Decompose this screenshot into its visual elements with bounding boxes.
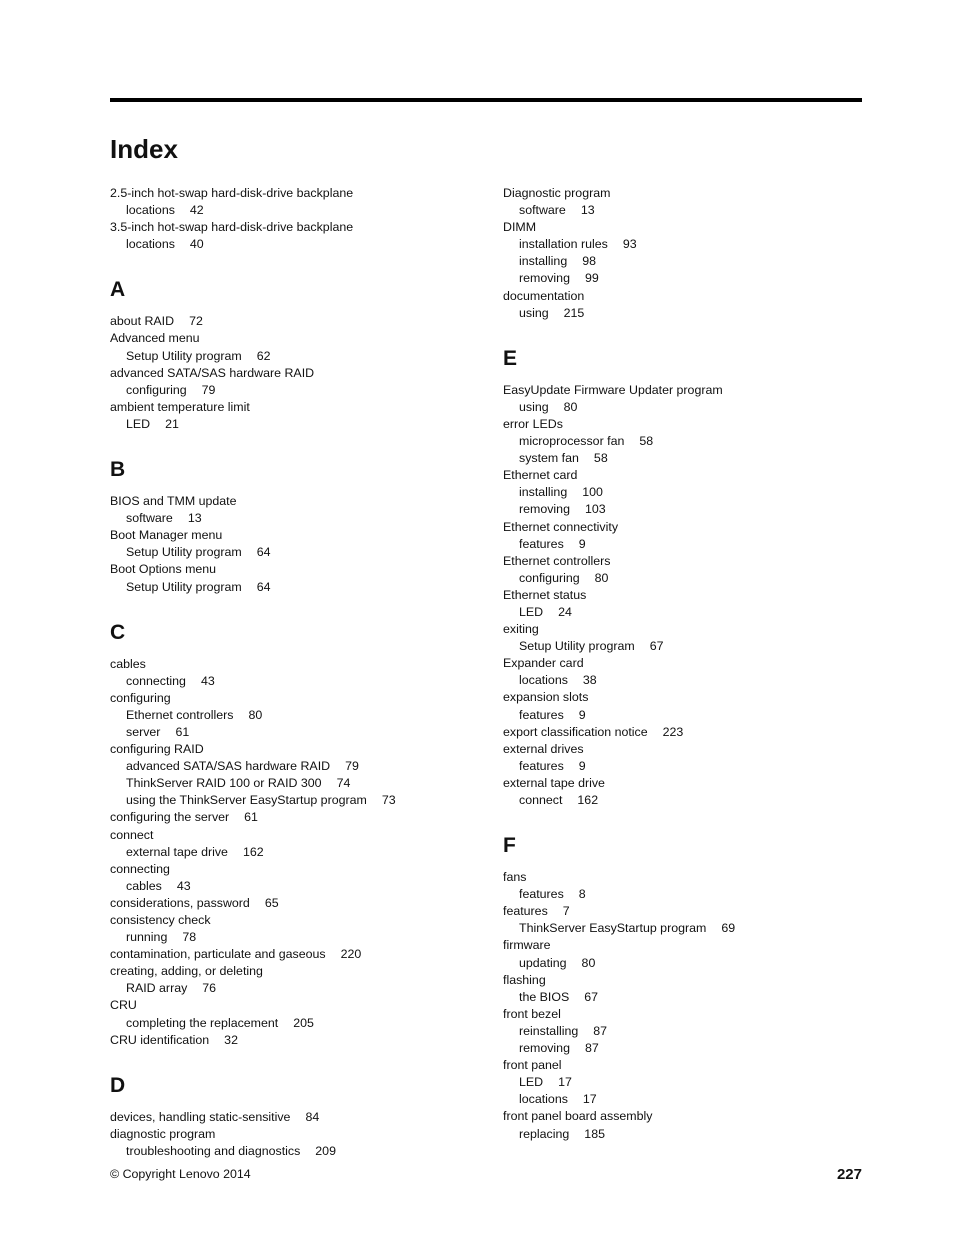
index-page-ref[interactable]: 24	[558, 604, 572, 619]
index-term: Setup Utility program	[126, 579, 242, 594]
index-subentry	[110, 202, 470, 219]
index-entry	[110, 997, 470, 1014]
index-entry	[110, 895, 470, 912]
index-page-ref[interactable]: 42	[189, 203, 204, 218]
index-term: Ethernet card	[503, 468, 578, 483]
index-page-ref[interactable]: 8	[578, 887, 586, 902]
index-page-ref[interactable]: 162	[577, 793, 599, 807]
index-term: fans	[503, 870, 527, 885]
index-term: Expander card	[503, 656, 584, 671]
index-page-ref[interactable]: 209	[315, 1143, 336, 1158]
index-term: running	[126, 930, 168, 945]
index-entry	[503, 553, 863, 570]
index-subentry	[110, 775, 470, 792]
index-term: EasyUpdate Firmware Updater program	[503, 382, 723, 397]
index-entry	[503, 903, 863, 920]
index-entry	[503, 775, 863, 792]
index-term: Advanced menu	[110, 331, 200, 346]
index-term: expansion slots	[503, 690, 589, 705]
index-term: ThinkServer EasyStartup program	[519, 921, 707, 936]
index-term: cables	[126, 878, 162, 893]
index-page-ref[interactable]: 9	[578, 758, 586, 773]
index-letter-heading: C	[110, 620, 126, 644]
index-page-ref[interactable]: 78	[182, 930, 197, 945]
index-subentry	[503, 955, 863, 972]
index-term: microprocessor fan	[519, 434, 625, 449]
index-entry	[503, 741, 863, 758]
index-letter-heading: D	[110, 1073, 126, 1097]
index-term: configuring	[126, 382, 187, 397]
index-page-ref[interactable]: 7	[562, 904, 570, 919]
index-subentry	[110, 348, 470, 365]
index-term: external tape drive	[503, 775, 605, 790]
index-term: server	[126, 724, 161, 739]
index-term: completing the replacement	[126, 1015, 279, 1030]
index-page-ref[interactable]: 223	[662, 724, 684, 739]
index-entry	[110, 219, 470, 236]
index-page-ref[interactable]: 65	[264, 895, 279, 910]
index-subentry	[110, 707, 470, 724]
index-term: configuring RAID	[110, 742, 204, 757]
index-page-ref[interactable]: 61	[244, 810, 258, 825]
index-column-right	[503, 185, 863, 1143]
index-term: Setup Utility program	[126, 348, 242, 363]
index-term: advanced SATA/SAS hardware RAID	[110, 365, 315, 380]
index-subentry	[110, 510, 470, 527]
index-subentry	[110, 929, 470, 946]
index-entry	[110, 493, 470, 510]
index-page-ref[interactable]: 32	[224, 1032, 238, 1047]
index-page-ref[interactable]: 17	[582, 1092, 597, 1107]
page-title: Index	[110, 134, 178, 164]
index-subentry	[503, 707, 863, 724]
index-page-ref[interactable]: 215	[563, 305, 585, 320]
index-entry	[503, 467, 863, 484]
index-term: removing	[519, 502, 570, 517]
index-term: Ethernet status	[503, 587, 587, 602]
index-term: updating	[519, 955, 567, 970]
index-subentry	[503, 501, 863, 518]
index-entry	[110, 861, 470, 878]
index-term: installing	[519, 254, 568, 269]
index-page-ref[interactable]: 9	[578, 707, 586, 722]
index-subentry	[110, 544, 470, 561]
index-subentry	[503, 399, 863, 416]
index-subentry	[503, 1126, 863, 1143]
index-term: features	[519, 887, 564, 902]
index-page-ref[interactable]: 220	[340, 947, 362, 962]
index-page-ref[interactable]: 79	[345, 759, 359, 774]
index-entry	[110, 912, 470, 929]
index-page-ref[interactable]: 84	[305, 1109, 320, 1124]
index-page-ref[interactable]: 64	[256, 579, 271, 594]
index-term: LED	[519, 604, 544, 619]
index-subentry	[110, 1015, 470, 1032]
index-term: locations	[519, 1092, 568, 1107]
index-page-ref[interactable]: 205	[293, 1015, 314, 1030]
index-term: creating, adding, or deleting	[110, 964, 263, 979]
index-subentry	[503, 433, 863, 450]
index-term: locations	[126, 203, 175, 218]
index-subentry	[110, 724, 470, 741]
index-term: installation rules	[519, 237, 608, 252]
index-term: removing	[519, 1041, 570, 1056]
index-term: ThinkServer RAID 100 or RAID 300	[126, 776, 322, 791]
page-number: 227	[836, 1166, 862, 1183]
index-entry	[503, 587, 863, 604]
index-subentry	[503, 270, 863, 287]
index-entry	[110, 827, 470, 844]
index-subentry	[110, 1143, 470, 1160]
index-letter-heading: A	[110, 278, 126, 302]
index-entry	[110, 1126, 470, 1143]
index-subentry	[503, 1074, 863, 1091]
index-term: considerations, password	[110, 895, 250, 910]
index-subentry	[503, 1040, 863, 1057]
index-page-ref[interactable]: 87	[593, 1023, 608, 1038]
index-term: flashing	[503, 972, 546, 987]
index-subentry	[110, 758, 470, 775]
index-entry	[503, 1057, 863, 1074]
index-entry	[110, 1109, 470, 1126]
index-term: CRU identification	[110, 1032, 210, 1047]
index-term: LED	[126, 416, 151, 431]
index-term: advanced SATA/SAS hardware RAID	[126, 759, 331, 774]
index-page-ref[interactable]: 76	[202, 981, 217, 996]
index-term: front panel	[503, 1058, 562, 1073]
index-subentry	[503, 450, 863, 467]
index-term: connecting	[110, 861, 170, 876]
index-page-ref[interactable]: 13	[187, 511, 202, 526]
index-entry	[503, 724, 863, 741]
index-entry	[503, 937, 863, 954]
index-page-ref[interactable]: 98	[582, 254, 597, 269]
index-term: Boot Manager menu	[110, 528, 223, 543]
index-term: RAID array	[126, 981, 188, 996]
index-term: Ethernet controllers	[126, 707, 234, 722]
index-term: troubleshooting and diagnostics	[126, 1143, 301, 1158]
index-term: front bezel	[503, 1006, 561, 1021]
index-entry	[503, 1108, 863, 1125]
index-term: Diagnostic program	[503, 186, 611, 200]
index-letter-heading: B	[110, 458, 126, 482]
index-entry	[110, 963, 470, 980]
index-subentry	[503, 886, 863, 903]
index-page-ref[interactable]: 61	[175, 724, 190, 739]
index-term: contamination, particulate and gaseous	[110, 947, 326, 962]
index-term: the BIOS	[519, 989, 570, 1004]
index-entry	[503, 519, 863, 536]
index-term: installing	[519, 485, 568, 500]
index-entry	[110, 365, 470, 382]
index-term: Boot Options menu	[110, 562, 217, 577]
copyright-notice: © Copyright Lenovo 2014	[110, 1167, 251, 1181]
index-term: error LEDs	[503, 416, 563, 431]
index-term: connect	[519, 793, 563, 807]
index-term: using the ThinkServer EasyStartup program	[126, 793, 367, 808]
index-page-ref[interactable]: 100	[582, 485, 603, 500]
index-page-ref[interactable]: 80	[581, 955, 596, 970]
index-entry	[110, 561, 470, 578]
index-term: using	[519, 399, 549, 414]
index-term: export classification notice	[503, 724, 648, 739]
index-letter-heading: F	[503, 834, 516, 858]
index-page-ref[interactable]: 87	[584, 1041, 599, 1056]
index-subentry	[503, 1023, 863, 1040]
index-term: DIMM	[503, 220, 537, 235]
index-page-ref[interactable]: 73	[381, 793, 396, 808]
index-term: LED	[519, 1075, 544, 1090]
index-term: 2.5-inch hot-swap hard-disk-drive backplane	[110, 186, 354, 200]
index-subentry	[503, 638, 863, 655]
index-page-ref[interactable]: 99	[584, 271, 599, 286]
index-page-ref[interactable]: 13	[580, 203, 595, 218]
index-page-ref[interactable]: 40	[189, 237, 204, 252]
index-subentry	[503, 792, 863, 809]
index-term: Setup Utility program	[519, 639, 635, 654]
index-entry	[110, 313, 470, 330]
index-subentry	[503, 672, 863, 689]
index-page-ref[interactable]: 67	[649, 639, 664, 654]
index-entry	[110, 1032, 470, 1049]
index-term: front panel board assembly	[503, 1109, 653, 1124]
index-subentry	[503, 604, 863, 621]
index-page-ref[interactable]: 69	[721, 921, 736, 936]
index-term: Ethernet connectivity	[503, 519, 619, 534]
index-term: replacing	[519, 1126, 570, 1141]
index-term: diagnostic program	[110, 1126, 216, 1141]
index-term: devices, handling static-sensitive	[110, 1109, 291, 1124]
index-term: software	[126, 511, 173, 526]
index-term: consistency check	[110, 913, 211, 927]
index-page-ref[interactable]: 21	[165, 416, 179, 431]
index-entry	[503, 689, 863, 706]
index-page-ref[interactable]: 80	[563, 399, 578, 414]
index-page-ref[interactable]: 43	[176, 878, 191, 893]
index-term: about RAID	[110, 314, 175, 329]
index-term: external tape drive	[126, 844, 228, 859]
index-page-ref[interactable]: 72	[189, 314, 203, 329]
index-term: 3.5-inch hot-swap hard-disk-drive backplane	[110, 220, 354, 235]
index-term: exiting	[503, 622, 539, 637]
index-page-ref[interactable]: 43	[200, 673, 215, 688]
index-entry	[503, 1006, 863, 1023]
index-entry	[503, 972, 863, 989]
index-term: reinstalling	[519, 1023, 579, 1038]
index-term: features	[519, 707, 564, 722]
index-page-ref[interactable]: 38	[582, 673, 597, 688]
index-subentry	[110, 980, 470, 997]
index-entry	[110, 946, 470, 963]
index-subentry	[503, 484, 863, 501]
index-term: ambient temperature limit	[110, 399, 250, 414]
index-term: connecting	[126, 673, 186, 688]
index-entry	[503, 382, 863, 399]
index-term: system fan	[519, 451, 579, 466]
index-subentry	[110, 236, 470, 253]
index-term: features	[503, 904, 548, 919]
index-subentry	[503, 1091, 863, 1108]
index-term: configuring	[110, 690, 171, 705]
index-entry	[110, 809, 470, 826]
index-term: external drives	[503, 741, 584, 756]
index-page-ref[interactable]: 162	[242, 844, 264, 859]
index-subentry	[110, 416, 470, 433]
index-entry	[503, 288, 863, 305]
index-term: removing	[519, 271, 570, 286]
index-term: locations	[126, 237, 175, 252]
index-entry	[110, 185, 470, 202]
index-subentry	[503, 758, 863, 775]
index-subentry	[110, 844, 470, 861]
index-term: firmware	[503, 938, 551, 953]
index-entry	[503, 219, 863, 236]
index-entry	[110, 330, 470, 347]
top-rule	[110, 98, 862, 102]
index-page-ref[interactable]: 185	[584, 1126, 605, 1141]
index-subentry	[503, 536, 863, 553]
index-subentry	[110, 878, 470, 895]
index-term: configuring the server	[110, 810, 230, 825]
index-page-ref[interactable]: 62	[256, 348, 271, 363]
index-term: BIOS and TMM update	[110, 494, 237, 509]
index-entry	[503, 621, 863, 638]
index-entry	[110, 741, 470, 758]
index-page-ref[interactable]: 9	[578, 536, 586, 551]
index-page-ref[interactable]: 58	[593, 451, 608, 466]
index-term: configuring	[519, 570, 580, 585]
index-subentry	[503, 202, 863, 219]
index-entry	[503, 655, 863, 672]
index-subentry	[503, 305, 863, 322]
index-entry	[110, 527, 470, 544]
index-subentry	[110, 792, 470, 809]
index-page-ref[interactable]: 80	[594, 570, 609, 585]
index-term: features	[519, 536, 564, 551]
index-entry	[503, 869, 863, 886]
index-page-ref[interactable]: 93	[622, 237, 637, 252]
index-page-ref[interactable]: 80	[248, 707, 263, 722]
index-subentry	[503, 920, 863, 937]
index-page-ref[interactable]: 17	[558, 1075, 572, 1090]
index-subentry	[110, 382, 470, 399]
index-page-ref[interactable]: 58	[639, 434, 654, 449]
index-entry	[503, 185, 863, 202]
index-term: CRU	[110, 998, 137, 1013]
index-page-ref[interactable]: 64	[256, 545, 271, 560]
index-term: features	[519, 758, 564, 773]
index-letter-heading: E	[503, 346, 518, 370]
index-page-ref[interactable]: 74	[336, 776, 351, 791]
index-term: documentation	[503, 288, 585, 303]
index-page-ref[interactable]: 67	[584, 989, 599, 1004]
index-subentry	[503, 236, 863, 253]
index-entry	[110, 656, 470, 673]
index-subentry	[503, 570, 863, 587]
index-subentry	[503, 253, 863, 270]
index-page-ref[interactable]: 103	[584, 502, 606, 517]
index-term: software	[519, 203, 566, 218]
index-subentry	[503, 989, 863, 1006]
index-entry	[110, 690, 470, 707]
index-term: cables	[110, 656, 146, 671]
index-subentry	[110, 579, 470, 596]
index-entry	[110, 399, 470, 416]
index-term: Setup Utility program	[126, 545, 242, 560]
index-term: using	[519, 305, 549, 320]
index-entry	[503, 416, 863, 433]
index-column-left	[110, 185, 470, 1160]
index-page-ref[interactable]: 79	[201, 382, 216, 397]
index-term: locations	[519, 673, 568, 688]
index-subentry	[110, 673, 470, 690]
index-term: Ethernet controllers	[503, 553, 611, 568]
index-term: connect	[110, 827, 154, 842]
